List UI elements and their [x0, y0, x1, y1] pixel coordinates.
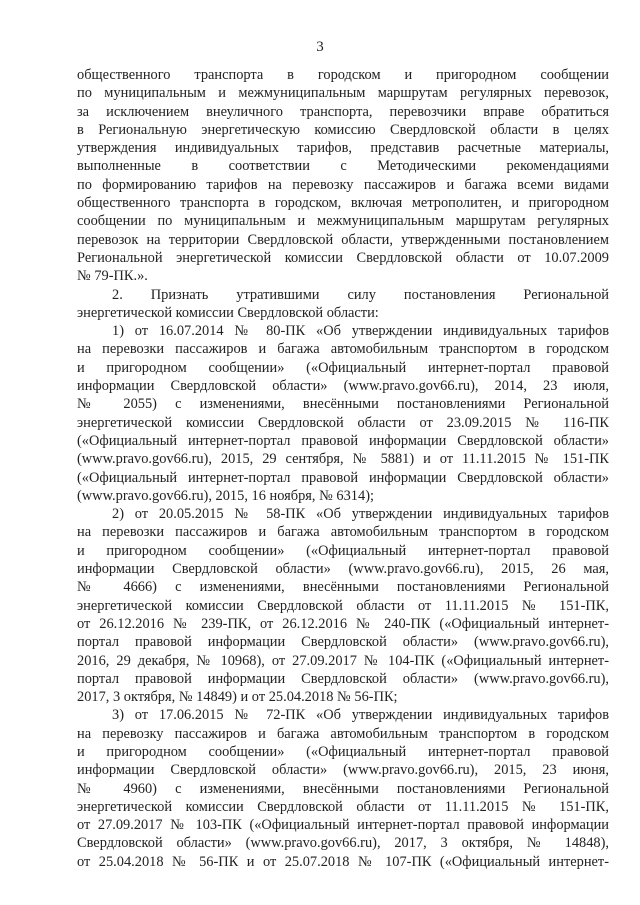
text-line: портал правовой информации Свердловской области» (www.pravo.gov66.ru),	[77, 670, 609, 687]
text-line: общественного транспорта в городском, включая метрополитен, и пригородном	[77, 195, 609, 212]
text-line: 2. Признать утратившими силу постановления Региональной	[112, 286, 609, 303]
page-number: 3	[316, 39, 324, 55]
text-line: 2) от 20.05.2015 № 58-ПК «Об утверждении индивидуальных тарифов	[112, 506, 609, 523]
text-line: энергетической комиссии Свердловской области от 11.11.2015 № 151-ПК,	[77, 798, 609, 815]
text-line: № 2055) с изменениями, внесёнными постановлениями Региональной	[77, 396, 609, 413]
text-line: на перевозки пассажиров и багажа автомобильным транспортом в городском	[77, 341, 609, 358]
text-line: 1) от 16.07.2014 № 80-ПК «Об утверждении индивидуальных тарифов	[112, 323, 609, 340]
document-body	[77, 66, 609, 871]
text-line: за исключением внеуличного транспорта, перевозчики вправе обратиться	[77, 103, 609, 120]
text-line: 3) от 17.06.2015 № 72-ПК «Об утверждении индивидуальных тарифов	[112, 707, 609, 724]
text-line: портал правовой информации Свердловской области» (www.pravo.gov66.ru),	[77, 634, 609, 651]
text-line: общественного транспорта в городском и пригородном сообщении	[77, 67, 609, 83]
text-line: и пригородном сообщении» («Официальный интернет-портал правовой	[77, 359, 609, 376]
text-line: 2016, 29 декабря, № 10968), от 27.09.2017 № 104-ПК («Официальный интернет-	[77, 652, 609, 669]
text-line: № 4960) с изменениями, внесёнными постановлениями Региональной	[77, 780, 609, 797]
text-line: энергетической комиссии Свердловской области от 23.09.2015 № 116-ПК	[77, 414, 609, 431]
text-line: от 27.09.2017 № 103-ПК («Официальный интернет-портал правовой информации	[77, 817, 609, 834]
text-line: Свердловской области» (www.pravo.gov66.ru), 2017, 3 октября, № 14848),	[77, 835, 609, 852]
text-line: и пригородном сообщении» («Официальный интернет-портал правовой	[77, 743, 609, 760]
text-line: на перевозку пассажиров и багажа автомобильным транспортом в городском	[77, 725, 609, 742]
text-line: по формированию тарифов на перевозку пассажиров и багажа всеми видами	[77, 176, 609, 193]
text-line: № 4666) с изменениями, внесёнными постановлениями Региональной	[77, 579, 609, 596]
text-line: по муниципальным и межмуниципальным маршрутам регулярных перевозок,	[77, 85, 609, 102]
text-line: утверждения индивидуальных тарифов, представив расчетные материалы,	[77, 140, 609, 157]
text-line: на перевозки пассажиров и багажа автомобильным транспортом в городском	[77, 524, 609, 541]
text-line: информации Свердловской области» (www.pravo.gov66.ru), 2015, 23 июня,	[77, 762, 609, 779]
text-line: от 25.04.2018 № 56-ПК и от 25.07.2018 № 107-ПК («Официальный интернет-	[77, 853, 609, 870]
text-line: («Официальный интернет-портал правовой информации Свердловской области»	[77, 469, 609, 486]
text-line: выполненные в соответствии с Методическими рекомендациями	[77, 158, 609, 175]
text-line: информации Свердловской области» (www.pravo.gov66.ru), 2015, 26 мая,	[77, 561, 609, 578]
text-line: энергетической комиссии Свердловской области:	[77, 304, 379, 321]
text-line: и пригородном сообщении» («Официальный интернет-портал правовой	[77, 542, 609, 559]
text-line: в Региональную энергетическую комиссию Свердловской области в целях	[77, 121, 609, 138]
text-line: от 26.12.2016 № 239-ПК, от 26.12.2016 № 240-ПК («Официальный интернет-	[77, 615, 609, 632]
text-line: сообщении по муниципальным и межмуниципальным маршрутам регулярных	[77, 213, 609, 230]
text-line: Региональной энергетической комиссии Свердловской области от 10.07.2009	[77, 249, 609, 266]
text-line: (www.pravo.gov66.ru), 2015, 29 сентября, № 5881) и от 11.11.2015 № 151-ПК	[77, 451, 609, 468]
text-line: (www.pravo.gov66.ru), 2015, 16 ноября, № 6314);	[77, 487, 374, 504]
text-line: 2017, 3 октября, № 14849) и от 25.04.2018 № 56-ПК;	[77, 689, 398, 706]
text-line: («Официальный интернет-портал правовой информации Свердловской области»	[77, 432, 609, 449]
text-line: информации Свердловской области» (www.pravo.gov66.ru), 2014, 23 июля,	[77, 378, 609, 395]
text-line: энергетической комиссии Свердловской области от 11.11.2015 № 151-ПК,	[77, 597, 609, 614]
text-line: № 79-ПК.».	[77, 268, 148, 285]
text-line: перевозок на территории Свердловской области, утвержденными постановлением	[77, 231, 609, 248]
